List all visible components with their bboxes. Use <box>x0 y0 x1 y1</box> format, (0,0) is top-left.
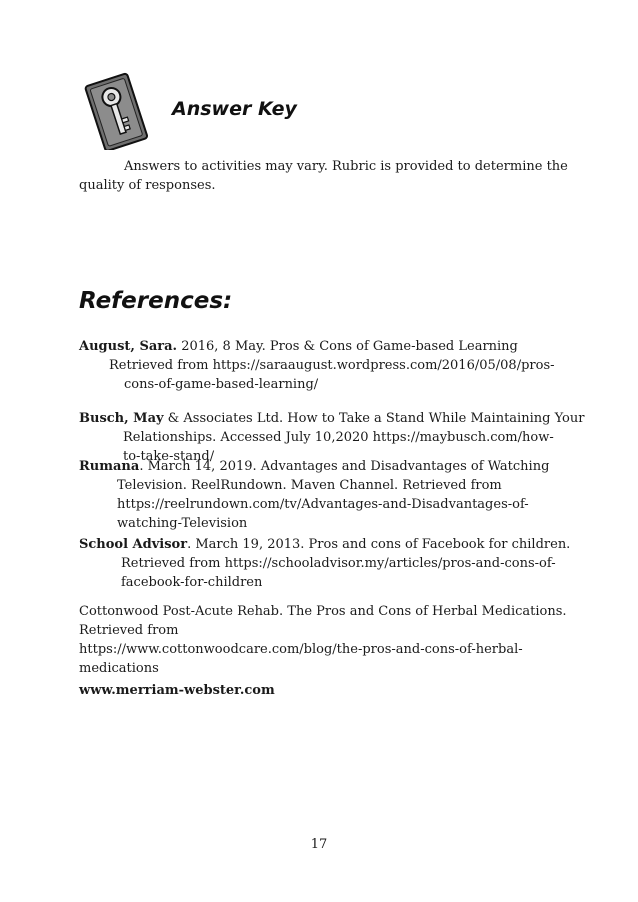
reference-text: Retrieved from https://saraaugust.wordpress.com/2016/05/08/pros- <box>109 358 555 373</box>
reference-text: . March 19, 2013. Pros and cons of Facebook for children. <box>187 537 571 552</box>
reference-url: www.merriam-webster.com <box>79 683 275 698</box>
reference-text: Relationships. Accessed July 10,2020 https://maybusch.com/how- <box>123 430 554 445</box>
reference-text: watching-Television <box>117 516 248 531</box>
reference-entry <box>79 457 571 533</box>
references-heading: References: <box>79 288 233 314</box>
reference-text: 2016, 8 May. Pros & Cons of Game-based Learning <box>177 339 518 354</box>
reference-text: Television. ReelRundown. Maven Channel. Retrieved from <box>117 478 502 493</box>
reference-entry <box>79 337 571 394</box>
reference-text: & Associates Ltd. How to Take a Stand While Maintaining Your <box>163 411 585 426</box>
intro-line-1: Answers to activities may vary. Rubric is provided to determine the <box>124 159 568 174</box>
reference-text: facebook-for-children <box>121 575 263 590</box>
intro-line-2: quality of responses. <box>79 178 216 193</box>
reference-text: Retrieved from https://schooladvisor.my/articles/pros-and-cons-of- <box>121 556 556 571</box>
reference-text: Cottonwood Post-Acute Rehab. The Pros and Cons of Herbal Medications. <box>79 604 567 619</box>
reference-text: https://www.cottonwoodcare.com/blog/the-pros-and-cons-of-herbal- <box>79 642 523 657</box>
reference-entry <box>79 681 571 700</box>
page-number: 17 <box>310 837 328 852</box>
reference-author: School Advisor <box>79 537 188 552</box>
key-icon <box>80 72 154 150</box>
reference-author: Rumana <box>79 459 140 474</box>
answer-key-intro <box>79 157 569 195</box>
reference-text: cons-of-game-based-learning/ <box>124 377 319 392</box>
reference-text: to-take-stand/ <box>123 449 215 464</box>
reference-text: . March 14, 2019. Advantages and Disadvantages of Watching <box>139 459 550 474</box>
reference-author: Busch, May <box>79 411 164 426</box>
reference-entry <box>79 602 571 678</box>
reference-text: Retrieved from <box>79 623 179 638</box>
reference-author: August, Sara. <box>79 339 178 354</box>
reference-text: medications <box>79 661 159 676</box>
reference-entry <box>79 535 571 592</box>
reference-text: https://reelrundown.com/tv/Advantages-and-Disadvantages-of- <box>117 497 529 512</box>
answer-key-title: Answer Key <box>172 98 297 120</box>
